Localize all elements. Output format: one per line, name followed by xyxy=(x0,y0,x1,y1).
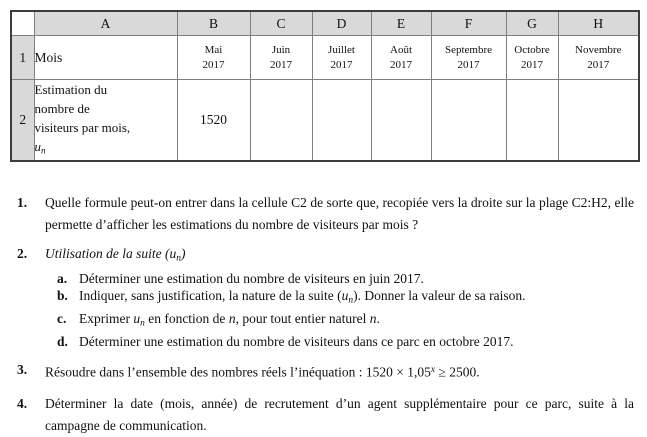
question-1 xyxy=(10,192,634,236)
text-segment: n xyxy=(348,295,354,306)
month-year: 2017 xyxy=(330,58,353,71)
question-2-body xyxy=(45,245,634,350)
month-year: 2017 xyxy=(202,58,225,71)
question-4 xyxy=(10,393,634,437)
text-segment: , pour tout entier naturel xyxy=(235,310,370,326)
column-header-h: H xyxy=(558,11,639,36)
text-segment: Résoudre dans l’ensemble des nombres réels l’inéquation : 1520 × 1,05 xyxy=(45,364,431,380)
subitem-a-letter: a. xyxy=(57,270,68,286)
column-header-f: F xyxy=(431,11,506,36)
subitem-a-text xyxy=(79,270,634,288)
text-segment: x xyxy=(430,365,436,376)
subitem-c-text xyxy=(79,310,634,333)
column-header-b: B xyxy=(177,11,250,36)
subitem-a xyxy=(57,270,634,288)
cell-h1-month xyxy=(558,36,639,80)
question-2-title xyxy=(45,245,634,267)
question-1-number: 1. xyxy=(17,195,28,211)
questions-section xyxy=(10,192,638,436)
text-segment: Déterminer la date (mois, année) de recrutement d’un agent supplémentaire pour ce parc, suite à la campagne de communication. xyxy=(45,395,634,433)
subitem-b-letter: b. xyxy=(57,288,68,304)
month-name: Juin xyxy=(271,43,291,56)
month-name: Juillet xyxy=(328,43,355,56)
question-3-text xyxy=(45,359,634,383)
cell-g1-month xyxy=(506,36,558,80)
text-segment: u xyxy=(133,310,141,326)
un-subscript: n xyxy=(41,145,46,156)
question-3-number: 3. xyxy=(17,362,28,378)
month-name: Mai xyxy=(204,43,223,56)
subitem-b xyxy=(57,287,634,310)
month-year: 2017 xyxy=(270,58,292,71)
text-segment: Indiquer, sans justification, la nature de la suite ( xyxy=(79,288,342,304)
cell-f2-value xyxy=(431,80,506,162)
subitem-d xyxy=(57,333,634,351)
label-line: Estimation du xyxy=(34,82,108,97)
month-name: Août xyxy=(390,43,412,56)
subitem-d-text xyxy=(79,333,634,351)
cell-e1-month xyxy=(371,36,431,80)
corner-cell xyxy=(11,11,34,36)
month-year: 2017 xyxy=(587,58,610,71)
cell-h2-value xyxy=(558,80,639,162)
text-segment: n xyxy=(176,253,181,264)
text-segment: ) xyxy=(180,246,186,262)
text-segment: Déterminer une estimation du nombre de visiteurs dans ce parc en octobre 2017. xyxy=(79,333,514,349)
column-header-e: E xyxy=(371,11,431,36)
table-row-2 xyxy=(11,80,639,162)
cell-c2-value xyxy=(250,80,312,162)
text-segment: n xyxy=(228,310,236,326)
question-2 xyxy=(10,245,634,350)
text-segment: . xyxy=(376,310,380,326)
month-name: Octobre xyxy=(514,43,550,56)
question-1-text xyxy=(45,192,634,236)
month-year: 2017 xyxy=(390,58,412,71)
label-line: nombre de xyxy=(34,101,90,116)
month-name: Novembre xyxy=(575,43,622,56)
column-header-g: G xyxy=(506,11,558,36)
label-line-un xyxy=(35,137,177,160)
un-symbol: u xyxy=(34,139,41,154)
cell-d2-value xyxy=(312,80,371,162)
text-segment: n xyxy=(140,318,145,329)
text-segment: Quelle formule peut-on entrer dans la cellule C2 de sorte que, recopiée vers la droite sur la plage C2:H2, elle permette d’afficher les estimations du nombre de visiteurs par mois ? xyxy=(45,195,634,233)
text-segment: u xyxy=(341,288,349,304)
table-row-1 xyxy=(11,36,639,80)
column-header-a: A xyxy=(34,11,177,36)
subitem-c-letter: c. xyxy=(57,310,67,326)
subitem-b-text xyxy=(79,287,634,310)
question-2-number: 2. xyxy=(17,246,28,262)
subitem-c xyxy=(57,310,634,333)
row-number-2: 2 xyxy=(11,80,34,162)
cell-d1-month xyxy=(312,36,371,80)
question-4-text xyxy=(45,393,634,437)
cell-a1-mois: Mois xyxy=(34,36,177,80)
month-year: 2017 xyxy=(457,58,480,71)
text-segment: Exprimer xyxy=(79,310,134,326)
cell-f1-month xyxy=(431,36,506,80)
month-year: 2017 xyxy=(521,58,543,71)
text-segment: ≥ 2500. xyxy=(435,364,480,380)
spreadsheet-table xyxy=(10,10,640,162)
text-segment: en fonction de xyxy=(144,310,229,326)
month-name: Septembre xyxy=(444,43,493,56)
text-segment: Déterminer une estimation du nombre de visiteurs en juin 2017. xyxy=(79,270,424,286)
column-header-row xyxy=(11,11,639,36)
label-line: visiteurs par mois, xyxy=(34,120,131,135)
text-segment: Utilisation de la suite ( xyxy=(45,246,170,262)
question-3 xyxy=(10,359,634,383)
cell-b1-month xyxy=(177,36,250,80)
row-number-1: 1 xyxy=(11,36,34,80)
cell-a2-label xyxy=(34,80,177,162)
cell-b2-value: 1520 xyxy=(177,80,250,162)
cell-g2-value xyxy=(506,80,558,162)
column-header-d: D xyxy=(312,11,371,36)
question-2-subitems xyxy=(45,270,634,351)
text-segment: n xyxy=(369,310,377,326)
cell-e2-value xyxy=(371,80,431,162)
subitem-d-letter: d. xyxy=(57,333,68,349)
column-header-c: C xyxy=(250,11,312,36)
question-4-number: 4. xyxy=(17,395,28,411)
text-segment: ). Donner la valeur de sa raison. xyxy=(353,288,526,304)
text-segment: u xyxy=(169,246,177,262)
cell-c1-month xyxy=(250,36,312,80)
